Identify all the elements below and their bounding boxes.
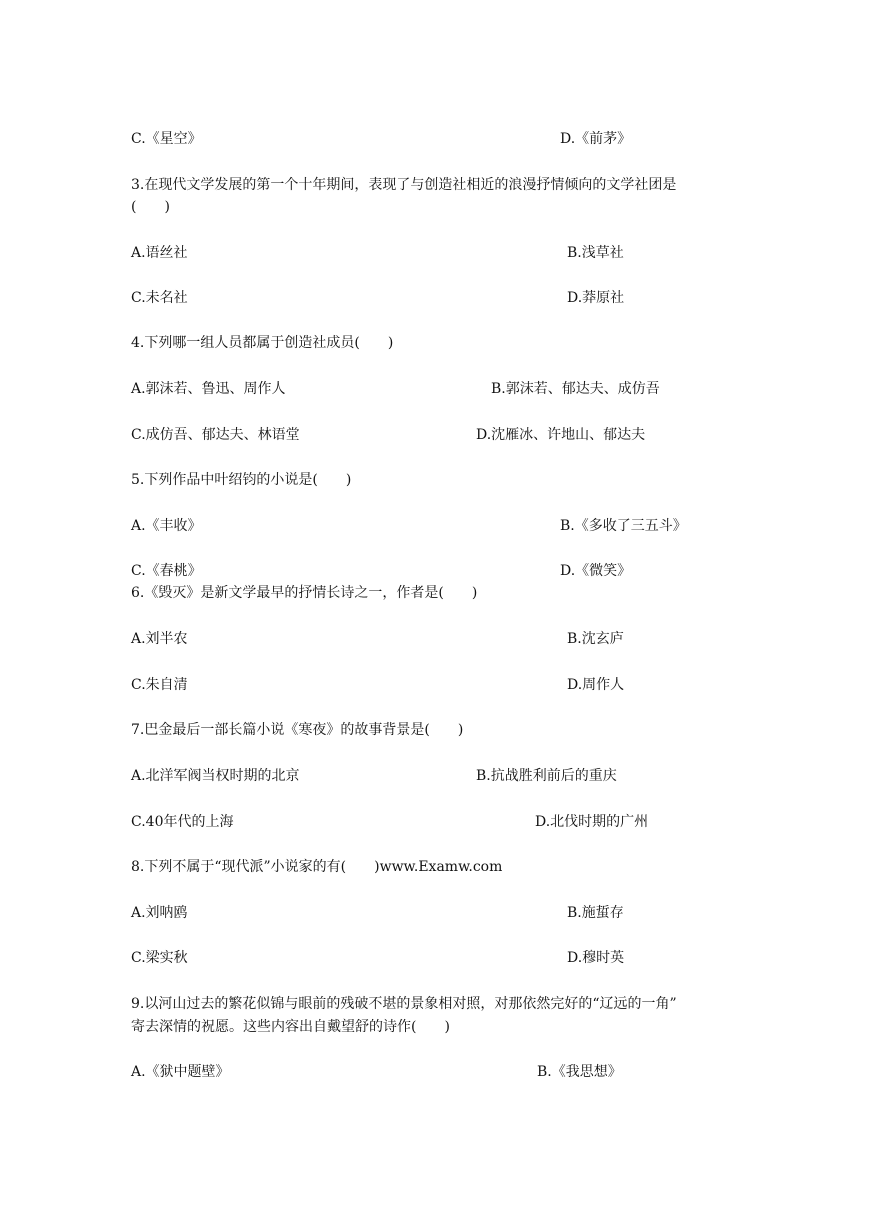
option-text: A.《丰收》: [131, 518, 202, 534]
option-text: C.朱自清: [131, 677, 188, 693]
option-text: D.穆时英: [567, 950, 625, 966]
option-text: A.刘呐鸥: [131, 905, 188, 921]
option-text: A.刘半农: [131, 631, 188, 647]
question-text: 6.《毁灭》是新文学最早的抒情长诗之一，作者是( ): [131, 585, 478, 601]
option-text: B.沈玄庐: [567, 631, 624, 647]
option-text: D.沈雁冰、许地山、郁达夫: [476, 427, 646, 443]
option-text: A.北洋军阀当权时期的北京: [131, 768, 300, 784]
option-text: B.施蜇存: [567, 905, 624, 921]
option-text: C.《春桃》: [131, 563, 202, 579]
option-text: D.周作人: [567, 677, 625, 693]
option-text: A.《狱中题壁》: [131, 1064, 230, 1080]
option-text: D.莽原社: [567, 290, 625, 306]
option-text: B.《我思想》: [537, 1064, 622, 1080]
question-text: 4.下列哪一组人员都属于创造社成员( ): [131, 335, 394, 351]
question-text: 9.以河山过去的繁花似锦与眼前的残破不堪的景象相对照，对那依然完好的“辽远的一角”: [131, 996, 677, 1012]
option-text: D.北伐时期的广州: [535, 814, 649, 830]
question-text: 寄去深情的祝愿。这些内容出自戴望舒的诗作( ): [131, 1019, 450, 1035]
option-text: B.浅草社: [567, 245, 624, 261]
question-text: 3.在现代文学发展的第一个十年期间，表现了与创造社相近的浪漫抒情倾向的文学社团是: [131, 177, 677, 193]
option-text: B.《多收了三五斗》: [560, 518, 687, 534]
question-text: 8.下列不属于“现代派”小说家的有( )www.Examw.com: [131, 859, 503, 875]
option-text: D.《前茅》: [560, 131, 632, 147]
option-text: B.抗战胜利前后的重庆: [476, 768, 617, 784]
option-text: C.未名社: [131, 290, 188, 306]
option-text: A.语丝社: [131, 245, 188, 261]
option-text: C.《星空》: [131, 131, 202, 147]
option-text: C.40年代的上海: [131, 814, 234, 830]
question-text: 7.巴金最后一部长篇小说《寒夜》的故事背景是( ): [131, 722, 464, 738]
option-text: C.成仿吾、郁达夫、林语堂: [131, 427, 300, 443]
option-text: C.梁实秋: [131, 950, 188, 966]
question-text: ( ): [131, 199, 170, 215]
option-text: A.郭沫若、鲁迅、周作人: [131, 381, 286, 397]
option-text: D.《微笑》: [560, 563, 632, 579]
option-text: B.郭沫若、郁达夫、成仿吾: [491, 381, 660, 397]
question-text: 5.下列作品中叶绍钧的小说是( ): [131, 472, 352, 488]
